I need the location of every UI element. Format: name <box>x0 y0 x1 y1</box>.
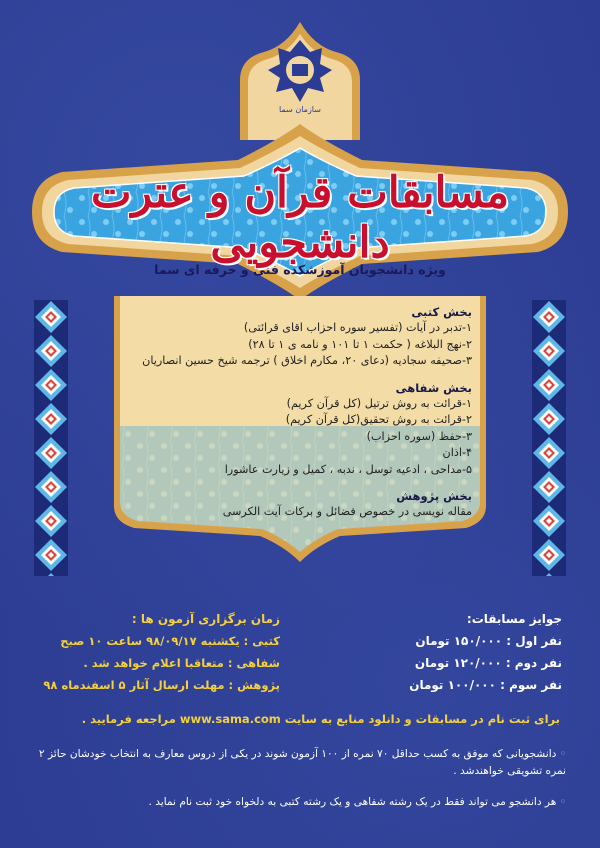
competition-sections <box>128 304 472 521</box>
section-item: ۲-قرائت به روش تحقیق(کل قرآن کریم) <box>285 413 472 427</box>
section-item: ۳-حفظ (سوره احزاب) <box>366 429 472 443</box>
logo-caption: سازمان سما <box>279 105 321 114</box>
left-ornament <box>34 300 68 576</box>
schedule-item: پژوهش : مهلت ارسال آثار ۵ اسفندماه ۹۸ <box>43 678 280 692</box>
section-item: ۱-تدبر در آیات (تفسیر سوره احزاب اقای قرائتی) <box>243 321 472 335</box>
right-ornament <box>532 300 566 576</box>
poster-title: مسابقات قرآن و عترت دانشجویی <box>90 168 510 268</box>
note-text: هر دانشجو می تواند فقط در یک رشته شفاهی و یک رشته کتبی به دلخواه خود ثبت نام نماید . <box>148 796 557 808</box>
section-heading: بخش کتبی <box>411 305 472 319</box>
section-item: ۳-صحیفه سجادیه (دعای ۲۰، مکارم اخلاق ) ترجمه شیخ حسین انصاریان <box>142 354 472 368</box>
prize-item: نفر اول : ۱۵۰/۰۰۰ تومان <box>415 634 562 648</box>
bullet-icon: ◦ <box>556 748 566 760</box>
section-item: ۴-اذان <box>442 446 472 460</box>
section-heading: بخش پژوهش <box>396 489 472 504</box>
bullet-icon: ◦ <box>556 796 566 808</box>
schedule-item: کتبی : یکشنبه ۹۸/۰۹/۱۷ ساعت ۱۰ صبح <box>60 634 280 648</box>
section-heading: بخش شفاهی <box>395 380 472 395</box>
schedule-item: شفاهی : متعاقبا اعلام خواهد شد . <box>83 656 280 670</box>
section-item: ۵-مداحی ، ادعیه توسل ، ندبه ، کمیل و زیارت عاشورا <box>224 462 472 476</box>
poster-subtitle: ویژه دانشجویان آموزشکده فنی و حرفه ای سما <box>154 262 446 277</box>
section-item: ۲-نهج البلاغه ( حکمت ۱ تا ۱۰۱ و نامه ی ۱ تا ۲۸) <box>248 337 472 351</box>
university-logo <box>262 36 338 116</box>
registration-text: برای ثبت نام در مسابقات و دانلود منابع به سایت www.sama.com مراجعه فرمایید . <box>81 712 560 726</box>
prize-item: نفر سوم : ۱۰۰/۰۰۰ تومان <box>409 678 562 692</box>
schedule-heading: زمان برگزاری آزمون ها : <box>131 612 280 626</box>
section-item: ۱-قرائت به روش ترتیل (کل قرآن کریم) <box>286 397 472 411</box>
note-item <box>36 794 566 811</box>
prize-item: نفر دوم : ۱۲۰/۰۰۰ تومان <box>414 656 562 670</box>
note-item <box>36 746 566 780</box>
note-text: دانشجویانی که موفق به کسب حداقل ۷۰ نمره از ۱۰۰ آزمون شوند در یکی از دروس معارف به انتخاب خودشان حائز ۲ نمره تشویقی خواهندشد . <box>38 748 566 777</box>
section-item: مقاله نویسی در خصوص فضائل و برکات آیت الکرسی <box>222 505 472 519</box>
prizes-heading: جوایز مسابقات: <box>466 612 562 626</box>
